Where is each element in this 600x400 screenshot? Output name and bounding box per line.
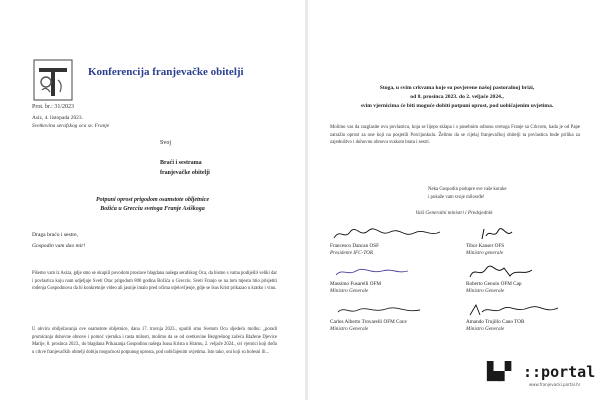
signatory-role: Ministro Generale [330, 288, 369, 294]
signature-block-1 [330, 226, 454, 257]
signature-block-3 [330, 264, 454, 295]
date-subtitle: Svetkovina serafskog oca sv. Franje [32, 123, 110, 129]
signature-block-4 [466, 264, 590, 295]
title-line-1: Potpuni oprost prigodom osamstote obljetnice [95, 197, 209, 203]
salutation-block [32, 230, 85, 252]
date-line: Asiz, 4. listopada 2023. [32, 115, 83, 121]
greeting: Gospodin vam dao mir! [32, 243, 86, 249]
handwritten-signature [330, 264, 454, 280]
franciscan-tau-logo [32, 58, 74, 102]
heading-line-2: od 8. prosinca 2023. do 2. veljače 2024., [410, 94, 504, 100]
signatory-name: Carlos Alberto Trovarelli OFM Conv [330, 319, 408, 325]
letter-title [0, 196, 305, 214]
portal-watermark [487, 354, 596, 392]
handwritten-signature [330, 302, 454, 318]
letter-date [32, 114, 109, 130]
organization-name: Konferencija franjevačke obitelji [88, 66, 244, 78]
signatory-name: Roberto Genuin OFM Cap [466, 281, 522, 287]
portal-logo-icon: ▙▞ [487, 362, 510, 382]
heading-line-1: Stoga, u svim crkvama koje su povjerene našoj pastoralnoj brizi, [379, 85, 535, 91]
handwritten-signature [466, 302, 590, 318]
handwritten-signature [466, 264, 590, 280]
addressee-line-2: franjevačke obitelji [160, 170, 210, 176]
body-paragraph-2: U okviru obilježavanja ove osamstote obljetnice, dana 17. travnja 2023., uputili smo Svetom Ocu sljedeću molbu: „poradi promicanja duhovne obnove i pomoć vjernika i rasta milosti, molimo da se od svetkovine Bezgrešnog začeća Blažene Djevice Marije, 8. prosinca 2023., do blagdana Prikazanja Gospodinu našega Isusa Krista u Hramu, 2. veljače 2024., svi vjernici koji dođu u crkve franjevačkih obitelji dobiju mogućnost potpunog oprosta, pod uobičajenim uvjetima. Isto tako, oni koji su bolesni ili... [32, 327, 277, 355]
portal-url: www.franjevacki.portal.hr [529, 382, 581, 387]
signature-block-2 [466, 226, 590, 257]
addressee [160, 158, 210, 178]
closing-blessing [428, 186, 578, 201]
body-paragraph-1: Pišemo vam iz Asiza, gdje smo se okupili povodom proslave blagdana našega serafskog Oca, da bismo s vama podijelili veliki dar i povlastica koju nam udjeljuje Sveti Otac prigodom 800 godina Božića u Grecciu. Sveti Franjo se na tom mjestu htio prisjetiti rođenja Gospodinova da bi konkretnije video ali jasnije imalo pred očima utjelovljenje, gdje se Isus Krist prikazao u kratko i vinu. [32, 271, 277, 291]
closing-line-1: Neka Gospodin podupre sve vaše korake [428, 187, 507, 192]
signatory-role: Ministro Generale [466, 326, 505, 332]
signatory-name: Tibor Kauser OFS [466, 243, 505, 249]
handwritten-signature [466, 226, 590, 242]
right-body-paragraph: Molimo vas da razglasite ovu povlasticu, koja se lijepo sklapa i s posebnim odnosu svetoga Franje sa Crkvom, kada je od Pape zatražio oprost za one koji na posjetili Porcijunkulu. Želimo da se cijelaj franjevačkoj obitelji ta povlastica bude prilika za zajedništvo i duhovnu obnovu svakom brata i sestri. [330, 125, 580, 145]
title-line-2: Božića u Grecciu svetoga Franje Asiškoga [100, 206, 205, 212]
signatory-name: Francesco Dancan OSF [330, 243, 379, 249]
signatory-role: Ministro Generale [330, 326, 369, 332]
closing-line-2: i pokaže vam svoje milosrđe! [428, 194, 485, 200]
salutation: Draga braćo i sestre, [32, 232, 78, 238]
portal-wordmark: ::portal [523, 363, 596, 381]
signatory-role: Ministro generale [466, 250, 504, 256]
heading-line-3: svim vjernicima će biti moguće dobiti potpuni oprost, pod uobičajenim uvjetima. [360, 103, 554, 109]
signatory-role: Presidente IFC-TOR [330, 250, 374, 256]
signature-block-5 [330, 302, 454, 333]
signatory-name: Amando Trujillo Cano TOR [466, 319, 525, 325]
handwritten-signature [330, 226, 454, 242]
signatory-name: Massimo Fusarelli OFM [330, 281, 382, 287]
signature-block-6 [466, 302, 590, 333]
signoff-line: Vaši Generalni ministri i Predsjednik [415, 210, 493, 216]
indulgence-heading [328, 84, 586, 111]
signatory-role: Ministro Generale [466, 288, 505, 294]
svoj-label: Svoj [160, 140, 172, 146]
protocol-number: Prot. br.: 31/2023 [32, 104, 75, 110]
addressee-line-1: Braći i sestrama [160, 160, 202, 166]
letter-page-right [308, 0, 600, 400]
